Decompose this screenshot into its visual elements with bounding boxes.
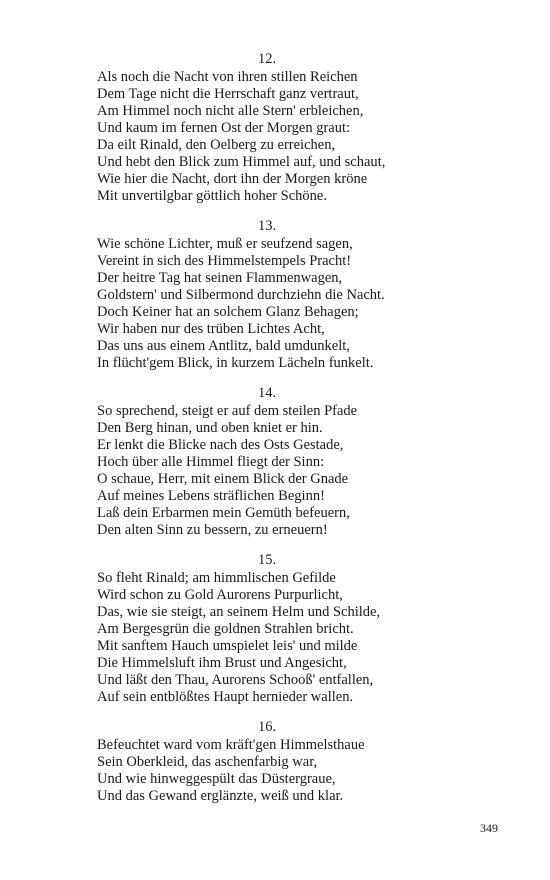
stanza-number: 16. [257, 719, 277, 735]
verse-line: Auf sein entblößtes Haupt hernieder wallen. [97, 689, 354, 705]
stanza-13 [97, 218, 437, 372]
verse-line: So sprechend, steigt er auf dem steilen Pfade [97, 403, 358, 419]
stanza-16 [97, 719, 437, 805]
stanza-number: 15. [257, 552, 277, 568]
verse-line: Vereint in sich des Himmelstempels Pracht! [97, 253, 352, 269]
verse-line: Wie schöne Lichter, muß er seufzend sagen, [97, 236, 353, 252]
verse-line: Er lenkt die Blicke nach des Osts Gestade, [97, 437, 344, 453]
verse-line: Goldstern' und Silbermond durchziehn die Nacht. [97, 287, 385, 303]
page-number: 349 [480, 821, 498, 835]
stanza-number: 12. [257, 51, 277, 67]
verse-line: Der heitre Tag hat seinen Flammenwagen, [97, 270, 343, 286]
verse-line: Als noch die Nacht von ihren stillen Reichen [97, 69, 358, 85]
stanza-number: 13. [257, 218, 277, 234]
verse-line: Und hebt den Blick zum Himmel auf, und schaut, [97, 154, 386, 170]
verse-line: Und läßt den Thau, Aurorens Schooß' entfallen, [97, 672, 374, 688]
stanza-12 [97, 51, 437, 205]
verse-line: Auf meines Lebens sträflichen Beginn! [97, 488, 325, 504]
verse-line: Das, wie sie steigt, an seinem Helm und Schilde, [97, 604, 381, 620]
verse-line: Das uns aus einem Antlitz, bald umdunkelt, [97, 338, 350, 354]
verse-line: Und das Gewand erglänzte, weiß und klar. [97, 788, 344, 804]
stanza-15 [97, 552, 437, 706]
verse-line: Dem Tage nicht die Herrschaft ganz vertraut, [97, 86, 359, 102]
verse-line: O schaue, Herr, mit einem Blick der Gnade [97, 471, 349, 487]
verse-line: Befeuchtet ward vom kräft'gen Himmelsthaue [97, 737, 365, 753]
verse-line: Und kaum im fernen Ost der Morgen graut: [97, 120, 351, 136]
verse-line: Laß dein Erbarmen mein Gemüth befeuern, [97, 505, 350, 521]
verse-line: Mit sanftem Hauch umspielet leis' und milde [97, 638, 358, 654]
verse-line: Und wie hinweggespült das Düstergraue, [97, 771, 336, 787]
verse-line: Sein Oberkleid, das aschenfarbig war, [97, 754, 318, 770]
verse-line: Am Himmel noch nicht alle Stern' erbleichen, [97, 103, 364, 119]
verse-line: Wir haben nur des trüben Lichtes Acht, [97, 321, 325, 337]
verse-line: Am Bergesgrün die goldnen Strahlen bricht. [97, 621, 354, 637]
verse-line: Die Himmelsluft ihm Brust und Angesicht, [97, 655, 347, 671]
verse-line: In flücht'gem Blick, in kurzem Lächeln funkelt. [97, 355, 374, 371]
verse-line: Doch Keiner hat an solchem Glanz Behagen; [97, 304, 359, 320]
verse-line: Den alten Sinn zu bessern, zu erneuern! [97, 522, 328, 538]
verse-line: Da eilt Rinald, den Oelberg zu erreichen, [97, 137, 336, 153]
stanza-number: 14. [257, 385, 277, 401]
verse-line: Wie hier die Nacht, dort ihn der Morgen kröne [97, 171, 368, 187]
stanza-14 [97, 385, 437, 539]
verse-line: So fleht Rinald; am himmlischen Gefilde [97, 570, 336, 586]
verse-line: Mit unvertilgbar göttlich hoher Schöne. [97, 188, 327, 204]
verse-line: Den Berg hinan, und oben kniet er hin. [97, 420, 323, 436]
verse-line: Wird schon zu Gold Aurorens Purpurlicht, [97, 587, 343, 603]
verse-line: Hoch über alle Himmel fliegt der Sinn: [97, 454, 325, 470]
